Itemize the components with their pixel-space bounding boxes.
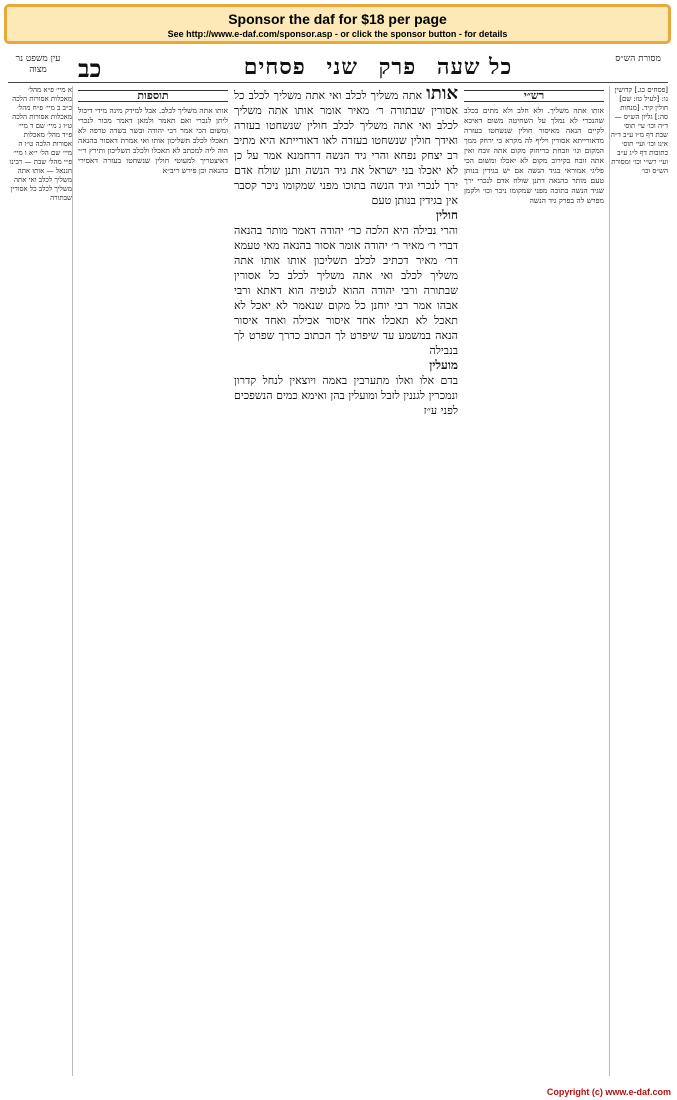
page-header: [8, 52, 668, 83]
gemara-text-1: אתה משליך לכלב ואי אתה משליך לכלב כל אסורין שבתורה ר׳ מאיר אומר אותו אתה משליך לכלב ואי אתה משליך לכלב חולין שנשחטו בעזרה ואידך חולין שנשחטו בעזרה לאו דאורייתא היא מתיב רב יצחק נפחא והרי גיד הנשה דרחמנא אמר על כן לא יאכלו בני ישראל את גיד הנשה ותנן שולח אדם ירך לנכרי וגיד הנשה בתוכו מפני שמקומו ניכר קסבר אין בגידין בנותן טעם: [234, 89, 458, 207]
tractate-name: פסחים: [243, 54, 306, 80]
gemara-bold-word: חולין: [436, 208, 458, 222]
rashi-label: רש״י: [464, 90, 604, 102]
copyright-footer[interactable]: Copyright (c) www.e-daf.com: [546, 1087, 671, 1097]
chapter-title: כל שעה: [436, 54, 513, 80]
page-title: [218, 54, 538, 80]
gemara-bold-word-2: מועלין: [429, 358, 458, 372]
gemara-opening-word: אותו: [426, 86, 458, 104]
gemara-text-2: והרי נבילה היא הלכה כר׳ יהודה דאמר מותר בהנאה דברי ר׳ מאיר ר׳ יהודה אומר אסור בהנאה מאי טעמא דר׳ מאיר דכתיב לכלב תשליכון אותו אותו אתה משליך לכלב ואי אתה משליך לכלב כל אסורין שבתורה ורבי יהודה ההוא לגופיה הוא דאתא ורבי אבהו אמר רבי יוחנן כל מקום שנאמר לא יאכל לא תאכל לא תאכלו אחד איסור אכילה ואחד איסור הנאה במשמע עד שיפרט לך הכתוב כדרך שפרט לך בנבילה: [234, 224, 458, 357]
left-margin-notes: א מיי׳ פ״א מהל׳ מאכלות אסורות הלכה כ״ב ב מיי׳ פ״ח מהל׳ מאכלות אסורות הלכה ט״ו ג מיי׳ שם ד מיי׳ פ״ד מהל׳ מאכלות אסורות הלכה ט״ו ה מיי׳ שם הל׳ י״א ו מיי׳ פ״י מהל׳ שבת — רבינו חננאל — אותו אתה משליך לכלב ואי אתה משליך לכלב כל אסורין שבתורה: [8, 86, 73, 1076]
rashi-column: [464, 86, 604, 1076]
masoret-hashas-label: מסורת הש״ס: [615, 54, 661, 64]
tosafot-column: [78, 86, 228, 1076]
rashi-text: אותו אתה משליך. ולא חלב ולא מתים בכלב שהנכרי לא נמלך על השחיטה משום דאיכא לקיים הנאה מאיסור חולין שנשחטו בעזרה מדאורייתא אסורין ויליף לה מקרא כי ירחק ממך המקום וגו׳ וזבחת בריחוק מקום אתה זובח ואין אתה זובח בקירוב מקום לא יאכלו ומשום הכי פליגי אמוראי בגיד הנשה אם יש בגידין בנותן טעם מותר בהנאה דתנן שולח אדם לנכרי ירך שגיד הנשה בתוכה מפני שמקומו ניכר וכו׳ ולקמן מפרש לה בפרק גיד הנשה: [464, 106, 604, 205]
daf-number: כב: [78, 54, 102, 83]
chapter-word: פרק: [378, 54, 417, 80]
banner-subtitle[interactable]: See http://www.e-daf.com/sponsor.asp - or click the sponsor button - for details: [167, 29, 508, 39]
talmud-page: [8, 52, 668, 1082]
tosafot-text: אותו אתה משליך לכלב. אבל למידק מינה מידי דיכול ליתן לנכרי ואם תאמר ולמאן דאמר מכור לנכרי ומשום הכי אמר רבי יהודה ובשר בשדה טרפה לא תאכלו לכלב תשליכון אותו ואי אמרת דאסור בהנאה הוה ליה למכתב לא תאכלו ולכלב תשליכון ותירץ ר״י דאיצטריך למעוטי חולין שנשחטו בעזרה דאסירי בהנאה וכן פירש ריב״א: [78, 106, 228, 175]
chapter-number: שני: [326, 54, 358, 80]
tosafot-label: תוספות: [78, 90, 228, 102]
gemara-column: [234, 86, 458, 1076]
banner-title: Sponsor the daf for $18 per page: [228, 11, 447, 27]
ein-mishpat-label: עין משפט נר מצוה: [15, 54, 61, 75]
gemara-text-3: בדם אלו ואלו מתערבין באמה ויוצאין לנחל קדרון ונמכרין לגננין לזבל ומועלין בהן ואימא כמים הנשפכים לפני ע״ז: [234, 374, 458, 417]
right-margin-notes: [פסחים כג.] קדושין נו: [לעיל טז: שם] חולין קיד. [מנחות סה:] גליון הש״ס — ד״ה וכו׳ עי׳ תוס׳ שבת דף מ״ו ע״ב ד״ה אינו וכו׳ ועי׳ תוס׳ כתובות דף ל״ג ע״ב ועי׳ רש״י וכו׳ ומסורת הש״ס וכו׳: [609, 86, 668, 1076]
sponsor-banner[interactable]: [4, 4, 671, 44]
